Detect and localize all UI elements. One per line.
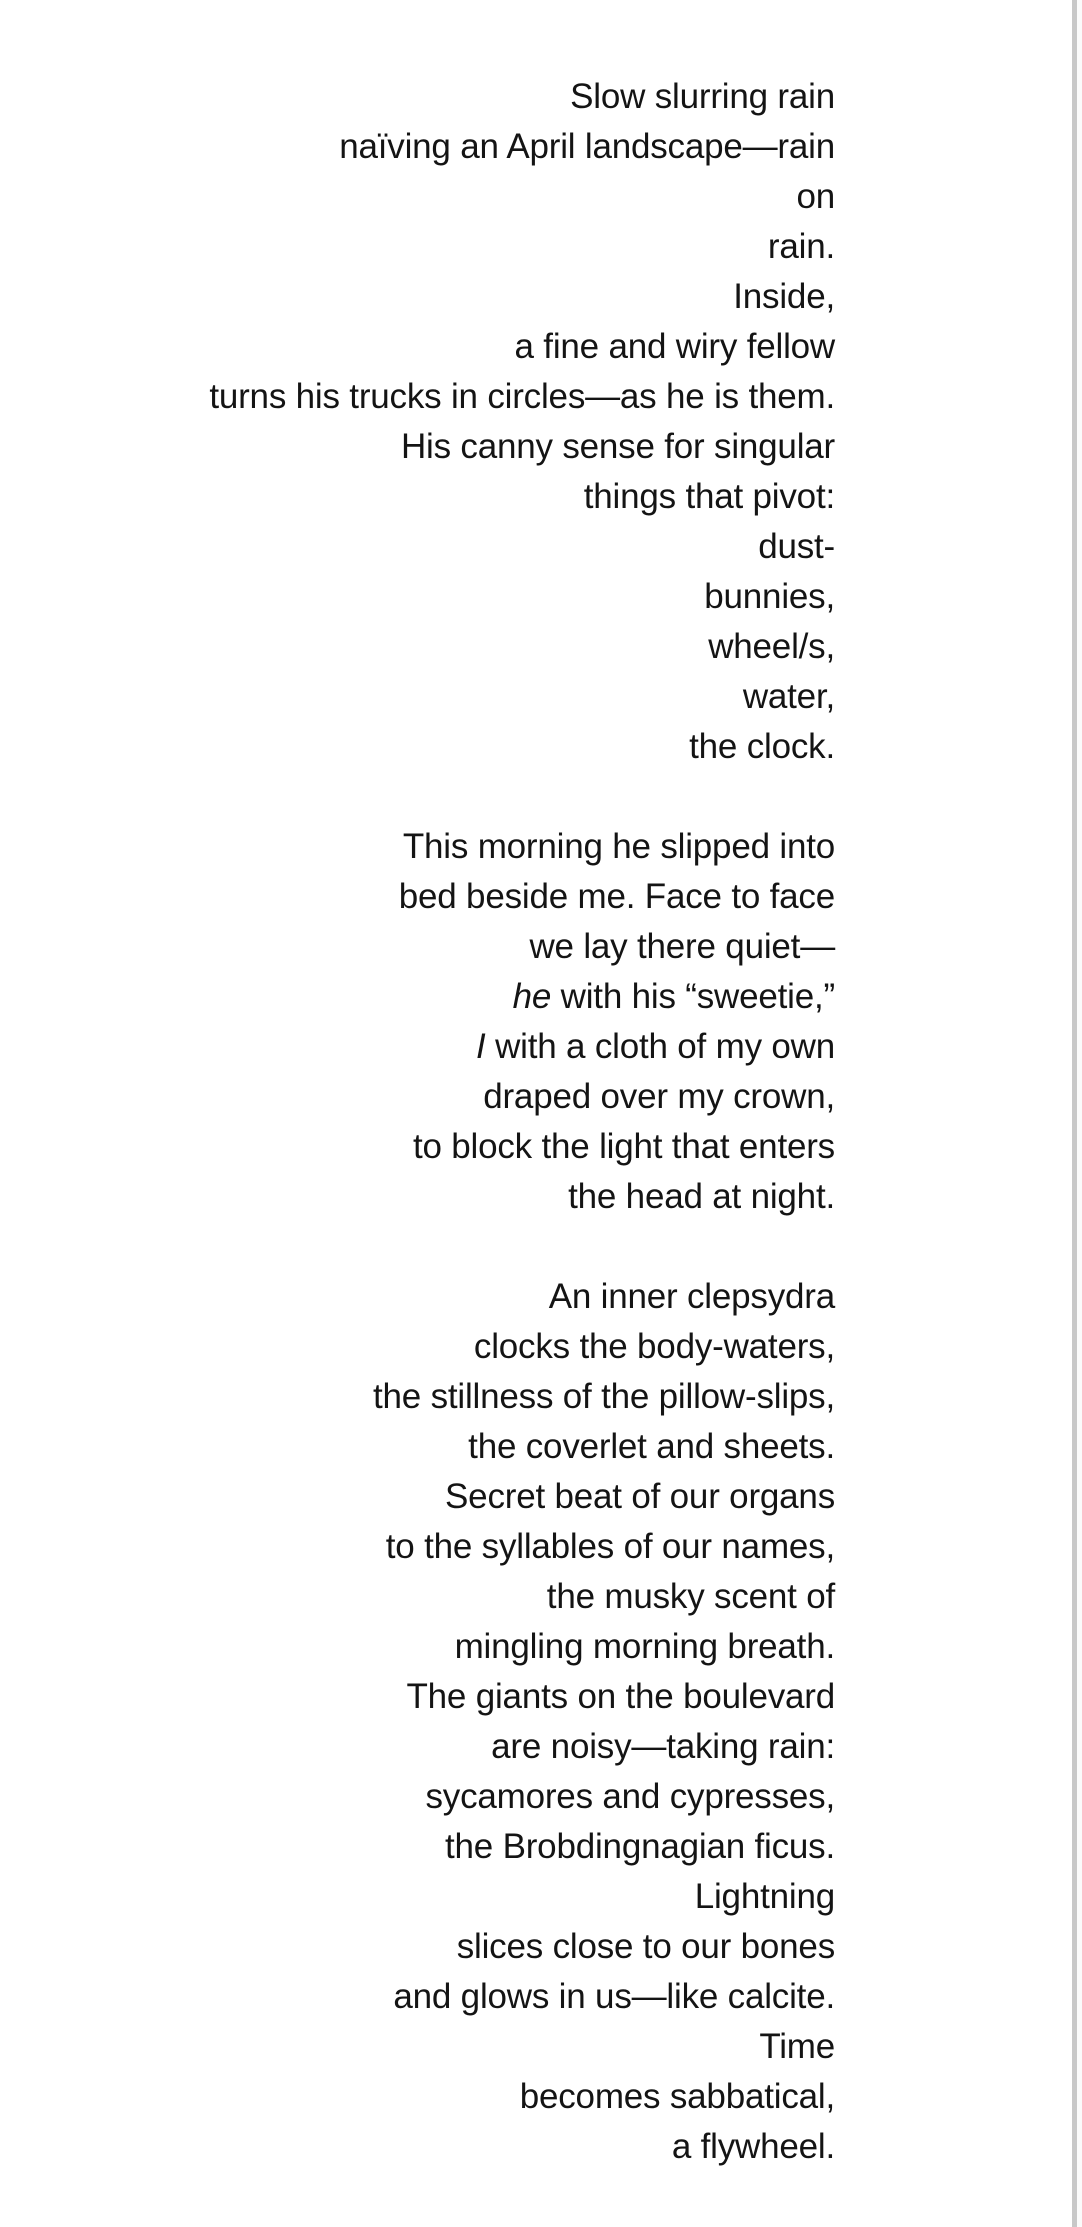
poem-line (0, 322, 835, 372)
poem-italic-word: he (512, 977, 552, 1016)
poem-line (0, 872, 835, 922)
poem-text-segment: the coverlet and sheets. (468, 1427, 835, 1466)
poem-line (0, 722, 835, 772)
poem-text-segment: sycamores and cypresses, (425, 1777, 835, 1816)
poem-line (0, 1722, 835, 1772)
poem-text-segment: The giants on the boulevard (406, 1677, 835, 1716)
poem-line (0, 1472, 835, 1522)
poem-text-segment: slices close to our bones (456, 1927, 835, 1966)
poem-text-segment: we lay there quiet— (529, 927, 835, 966)
poem-line (0, 1822, 835, 1872)
poem-line (0, 622, 835, 672)
window-right-edge (1077, 0, 1082, 2227)
poem-line (0, 1972, 835, 2022)
poem-line (0, 72, 835, 122)
poem-text-segment: Slow slurring rain (570, 77, 835, 116)
poem-line (0, 1072, 835, 1122)
stanza (0, 72, 835, 772)
poem-text-segment: bunnies, (704, 577, 835, 616)
poem-line (0, 972, 835, 1022)
poem-italic-word: I (476, 1027, 486, 1066)
poem-line (0, 2122, 835, 2172)
poem (0, 72, 835, 2172)
poem-line (0, 122, 835, 172)
poem-text-segment: with his “sweetie,” (551, 977, 835, 1016)
poem-text-segment: a fine and wiry fellow (514, 327, 835, 366)
poem-text-segment: things that pivot: (583, 477, 835, 516)
poem-line (0, 672, 835, 722)
poem-text-segment: draped over my crown, (483, 1077, 835, 1116)
poem-line (0, 1922, 835, 1972)
poem-line (0, 1272, 835, 1322)
poem-text-segment: naïving an April landscape—rain (339, 127, 835, 166)
poem-line (0, 1672, 835, 1722)
poem-line (0, 172, 835, 222)
poem-line (0, 1772, 835, 1822)
poem-text-segment: clocks the body-waters, (473, 1327, 835, 1366)
poem-text-segment: This morning he slipped into (402, 827, 835, 866)
poem-text-segment: Inside, (733, 277, 835, 316)
poem-line (0, 1372, 835, 1422)
poem-text-segment: becomes sabbatical, (519, 2077, 835, 2116)
poem-text-segment: His canny sense for singular (400, 427, 835, 466)
poem-line (0, 922, 835, 972)
poem-text-segment: and glows in us—like calcite. (393, 1977, 835, 2016)
poem-line (0, 1422, 835, 1472)
stanza (0, 1272, 835, 2172)
poem-line (0, 472, 835, 522)
poem-line (0, 1872, 835, 1922)
poem-line (0, 2022, 835, 2072)
poem-text-segment: An inner clepsydra (548, 1277, 835, 1316)
poem-line (0, 372, 835, 422)
poem-text-segment: wheel/s, (708, 627, 835, 666)
poem-text-segment: a flywheel. (671, 2127, 835, 2166)
poem-text-segment: the stillness of the pillow-slips, (372, 1377, 835, 1416)
poem-text-segment: water, (742, 677, 835, 716)
poem-text-segment: bed beside me. Face to face (398, 877, 835, 916)
poem-text-segment: to block the light that enters (412, 1127, 835, 1166)
poem-line (0, 1022, 835, 1072)
poem-text-segment: rain. (767, 227, 835, 266)
poem-line (0, 1322, 835, 1372)
poem-line (0, 822, 835, 872)
poem-text-segment: the head at night. (568, 1177, 835, 1216)
poem-line (0, 222, 835, 272)
poem-text-segment: dust- (758, 527, 835, 566)
poem-text-segment: the musky scent of (546, 1577, 835, 1616)
poem-line (0, 572, 835, 622)
poem-line (0, 522, 835, 572)
poem-text-segment: the clock. (689, 727, 835, 766)
poem-line (0, 1172, 835, 1222)
stanza (0, 822, 835, 1222)
poem-line (0, 422, 835, 472)
poem-text-segment: the Brobdingnagian ficus. (445, 1827, 835, 1866)
poem-text-segment: Secret beat of our organs (445, 1477, 835, 1516)
poem-line (0, 272, 835, 322)
poem-line (0, 1622, 835, 1672)
poem-text-segment: turns his trucks in circles—as he is them. (209, 377, 835, 416)
poem-text-segment: are noisy—taking rain: (491, 1727, 835, 1766)
poem-text-segment: Lightning (694, 1877, 835, 1916)
poem-line (0, 2072, 835, 2122)
poem-text-segment: to the syllables of our names, (385, 1527, 835, 1566)
poem-line (0, 1522, 835, 1572)
poem-text-segment: mingling morning breath. (454, 1627, 835, 1666)
poem-line (0, 1122, 835, 1172)
poem-line (0, 1572, 835, 1622)
poem-text-segment: on (796, 177, 835, 216)
poem-text-segment: with a cloth of my own (485, 1027, 835, 1066)
poem-text-segment: Time (759, 2027, 835, 2066)
